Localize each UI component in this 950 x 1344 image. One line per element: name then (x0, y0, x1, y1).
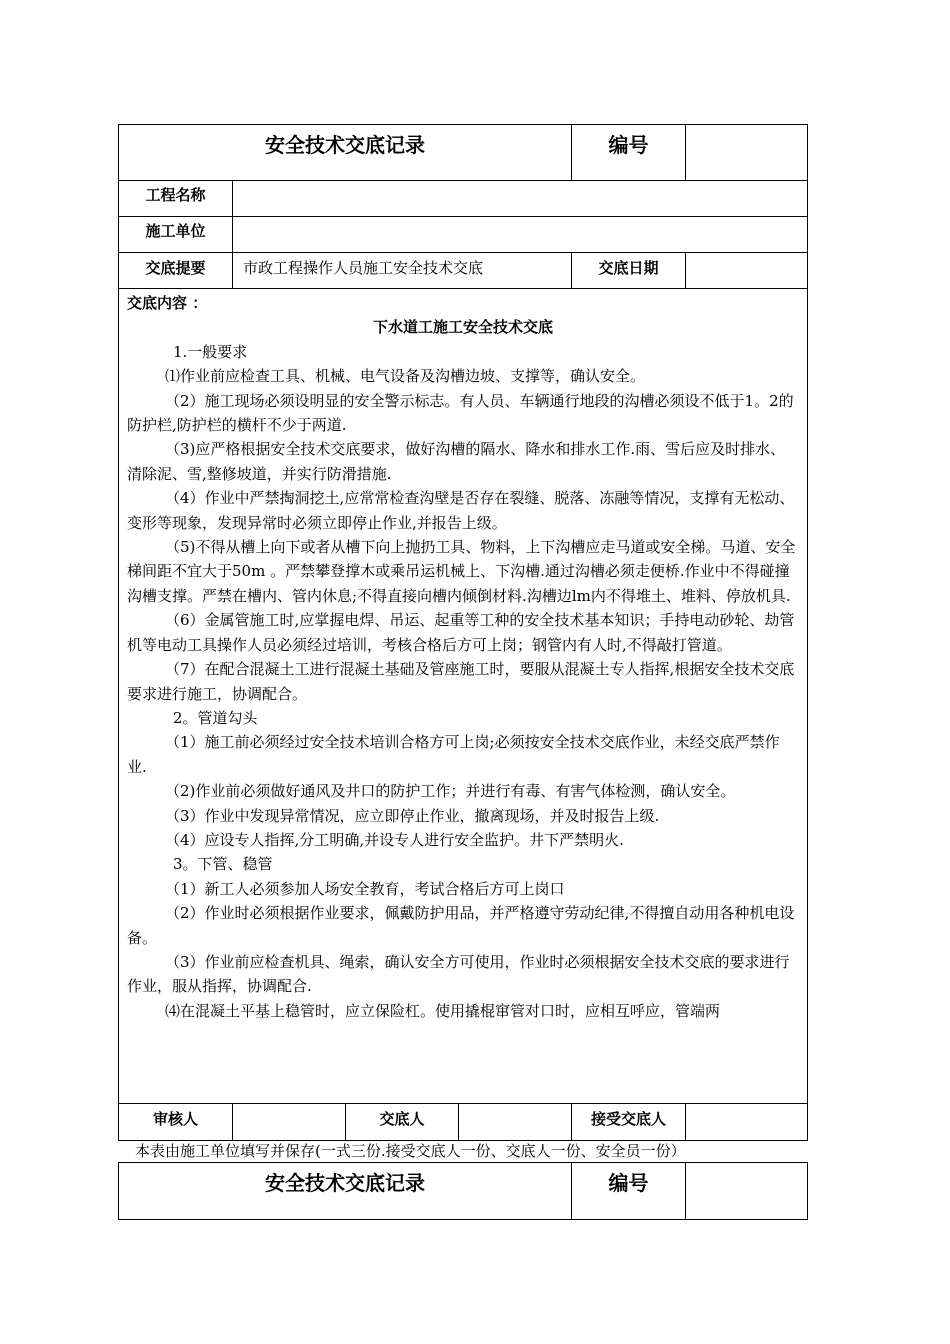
disclosure-form-2 (118, 1162, 808, 1220)
receiver-label: 接受交底人 (572, 1104, 686, 1140)
footer-note: 本表由施工单位填写并保存(一式三份.接受交底人一份、交底人一份、安全员一份） (135, 1142, 686, 1160)
project-name-field[interactable] (233, 181, 807, 216)
paragraph: （2）作业时必须根据作业要求，佩戴防护用品，并严格遵守劳动纪律,不得擅自动用各种机电设备。 (127, 904, 795, 947)
form2-header-row (119, 1163, 807, 1219)
form2-number-label: 编号 (572, 1163, 686, 1219)
paragraph: （5)不得从槽上向下或者从槽下向上抛扔工具、物料，上下沟槽应走马道或安全梯。马道、安全梯间距不宜大于50m 。严禁攀登撑木或乘吊运机械上、下沟槽.通过沟槽必须走便桥.作业中不得碰撞沟槽支撑。严禁在槽内、管内休息;不得直接向槽内倾倒材料.沟槽边lm内不得堆土、堆料、停放机具. (127, 538, 796, 605)
summary-label: 交底提要 (119, 253, 233, 288)
paragraph: （3）作业中发现异常情况，应立即停止作业，撤离现场，并及时报告上级. (165, 806, 660, 825)
reviewer-label: 审核人 (119, 1104, 233, 1140)
number-field[interactable] (686, 125, 807, 180)
content-heading: 下水道工施工安全技术交底 (372, 318, 553, 337)
paragraph: ⑴作业前应检查工具、机械、电气设备及沟槽边坡、支撑等，确认安全。 (165, 367, 646, 386)
summary-field[interactable]: 市政工程操作人员施工安全技术交底 (233, 253, 572, 288)
disclosure-form (118, 124, 808, 1141)
form-header-row (119, 125, 807, 181)
paragraph: （4）应设专人指挥,分工明确,并设专人进行安全监护。井下严禁明火. (165, 830, 624, 849)
section-heading: 2。管道勾头 (173, 708, 258, 727)
paragraph: （2）施工现场必须设明显的安全警示标志。有人员、车辆通行地段的沟槽必须设不低于1。2的防护栏,防护栏的横杆不少于两道. (127, 391, 794, 435)
section-heading: 1.一般要求 (173, 342, 248, 361)
paragraph: （2)作业前必须做好通风及井口的防护工作；并进行有毒、有害气体检测，确认安全。 (165, 782, 736, 801)
form2-number-field[interactable] (686, 1163, 807, 1219)
project-name-row (119, 181, 807, 217)
summary-row (119, 253, 807, 289)
reviewer-field[interactable] (233, 1104, 346, 1140)
form-title: 安全技术交底记录 (119, 125, 572, 180)
section-heading: 3。下管、稳管 (173, 855, 273, 874)
discloser-label: 交底人 (346, 1104, 459, 1140)
construction-unit-row (119, 217, 807, 253)
paragraph: （3）作业前应检查机具、绳索，确认安全方可使用，作业时必须根据安全技术交底的要求进行作业，服从指挥，协调配合. (127, 952, 790, 996)
paragraph: （7）在配合混凝土工进行混凝土基础及管座施工时，要服从混凝土专人指挥,根据安全技术交底要求进行施工，协调配合。 (127, 660, 795, 703)
construction-unit-field[interactable] (233, 217, 807, 252)
signature-row (119, 1104, 807, 1140)
content-row (119, 289, 807, 1104)
content-area (119, 289, 807, 1103)
number-label: 编号 (572, 125, 686, 180)
content-label: 交底内容 ： (127, 294, 208, 312)
date-label: 交底日期 (572, 253, 686, 288)
form2-title: 安全技术交底记录 (119, 1163, 572, 1219)
paragraph: （3)应严格根据安全技术交底要求，做好沟槽的隔水、降水和排水工作.雨、雪后应及时排水、清除泥、雪,整修坡道，并实行防滑措施. (127, 440, 786, 483)
receiver-field[interactable] (686, 1104, 807, 1140)
paragraph: ⑷在混凝土平基上稳管时，应立保险杠。使用撬棍窜管对口时，应相互呼应，管端两 (165, 1001, 721, 1020)
paragraph: （4）作业中严禁掏洞挖土,应常常检查沟壁是否存在裂缝、脱落、冻融等情况，支撑有无松动、变形等现象，发现异常时必须立即停止作业,并报告上级。 (127, 489, 795, 532)
paragraph: （1）施工前必须经过安全技术培训合格方可上岗;必须按安全技术交底作业，未经交底严禁作业. (127, 733, 780, 776)
project-name-label: 工程名称 (119, 181, 233, 216)
paragraph: （6）金属管施工时,应掌握电焊、吊运、起重等工种的安全技术基本知识；手持电动砂轮、劫管机等电动工具操作人员必须经过培训，考核合格后方可上岗；钢管内有人时,不得敲打管道。 (127, 611, 795, 654)
paragraph: （1）新工人必须参加人场安全教育，考试合格后方可上岗口 (165, 879, 565, 898)
discloser-field[interactable] (459, 1104, 572, 1140)
date-field[interactable] (686, 253, 807, 288)
construction-unit-label: 施工单位 (119, 217, 233, 252)
